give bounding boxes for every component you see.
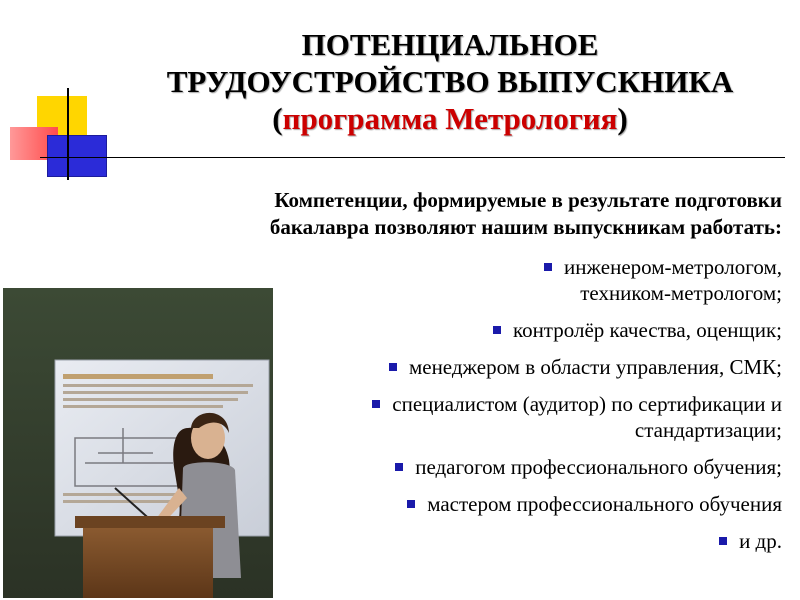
intro-line-1: Компетенции, формируемые в результате подготовки [274, 188, 782, 212]
title-program: программа Метрология [282, 101, 618, 136]
title-paren-close: ) [617, 101, 628, 136]
list-item-text: и др. [739, 529, 782, 553]
intro-line-2: бакалавра позволяют нашим выпускникам работать: [269, 215, 782, 239]
title-line-3 [120, 100, 780, 137]
title-line-2: ТРУДОУСТРОЙСТВО ВЫПУСКНИКА [166, 64, 734, 99]
title-underline [40, 157, 785, 158]
title-line-1: ПОТЕНЦИАЛЬНОЕ [301, 27, 599, 62]
bullet-icon [407, 500, 415, 508]
list-item [262, 354, 782, 380]
slide-title [120, 26, 780, 137]
list-item-text: менеджером в области управления, СМК; [408, 355, 782, 379]
decor-vertical-line [67, 88, 69, 180]
list-item [262, 317, 782, 343]
list-item [262, 254, 782, 306]
decor-blue-square [47, 135, 107, 177]
career-list [262, 254, 782, 565]
list-item [262, 528, 782, 554]
bullet-icon [389, 363, 397, 371]
list-item-text: педагогом профессионального обучения; [415, 455, 782, 479]
bullet-icon [719, 537, 727, 545]
list-item [262, 491, 782, 517]
intro-text [142, 187, 782, 241]
bullet-icon [493, 326, 501, 334]
list-item-text: контролёр качества, оценщик; [512, 318, 782, 342]
list-item-text: специалистом (аудитор) по сертификации и [392, 392, 782, 416]
list-item-text: инженером-метрологом, [564, 255, 782, 279]
list-item-text: мастером профессионального обучения [427, 492, 782, 516]
bullet-icon [395, 463, 403, 471]
presentation-photo [3, 288, 273, 598]
list-item-text: техником-метрологом; [580, 281, 782, 305]
list-item [262, 454, 782, 480]
bullet-icon [372, 400, 380, 408]
bullet-icon [544, 263, 552, 271]
list-item [262, 391, 782, 443]
title-paren-open: ( [272, 101, 283, 136]
list-item-text: стандартизации; [634, 418, 782, 442]
